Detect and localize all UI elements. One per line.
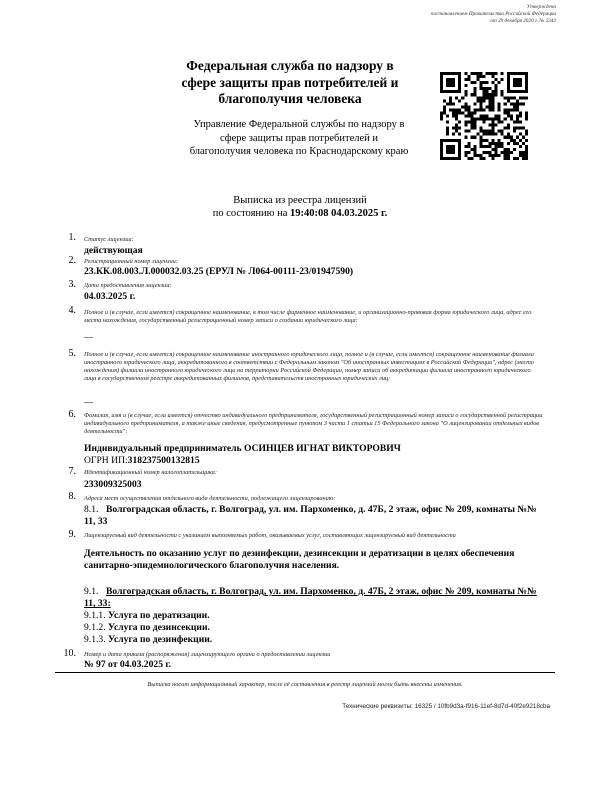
- qr-code: [440, 72, 528, 160]
- service-item: [84, 634, 212, 646]
- qr-code-image: [440, 72, 528, 160]
- foreign-entity-value: —: [84, 397, 93, 407]
- item-label: Фамилия, имя и (в случае, если имеется) отчество индивидуального предпринимателя, государственный регистрационный номер записи о государственной регистрации индивидуального предпринимателя, а также иные сведения, предусмотренные пунктом 3 части 1 статьи 15 Федерального закона "О лицензировании отдельных видов деятельности":: [84, 412, 543, 435]
- license-date: 04.03.2025 г.: [84, 291, 136, 302]
- item-number: 3.: [68, 279, 76, 290]
- regional-office-line: Управление Федеральной службы по надзору в: [193, 119, 405, 130]
- item-number: 7.: [68, 466, 76, 477]
- sub-address: Волгоградская область, г. Волгоград, ул. им. Пархоменко, д. 47Б, 2 этаж, офис № 209, комнаты №№ 11, 33:: [84, 586, 537, 609]
- service-item: [84, 610, 210, 622]
- organization-title: [150, 58, 430, 108]
- regional-office: [168, 118, 430, 159]
- extract-date-prefix: по состоянию на: [212, 208, 288, 219]
- item-label: Лицензируемый вид деятельности с указанием выполняемых работ, оказываемых услуг, составляющих лицензируемый вид деятельности: [84, 532, 456, 539]
- service-text: Услуга по дератизации.: [108, 610, 210, 621]
- order-value: № 97 от 04.03.2025 г.: [84, 659, 172, 670]
- extract-heading: [150, 194, 450, 220]
- approval-note: [386, 4, 556, 25]
- service-text: Услуга по дезинфекции.: [108, 634, 213, 645]
- item-number: 4.: [68, 305, 76, 316]
- tech-value: 16325 / 10fb9d3a-f916-11ef-8d7d-40f2e9218cba: [414, 703, 550, 710]
- item-label: Идентификационный номер налогоплательщика:: [84, 469, 217, 476]
- item-label: Номер и дата приказа (распоряжения) лицензирующего органа о предоставлении лицензии: [84, 651, 331, 658]
- extract-date-line: [150, 207, 450, 220]
- footer-note: Выписка носит информационный характер, после её составления в реестр лицензий могли быть внесены изменения.: [147, 681, 463, 688]
- regional-office-line: благополучия человека по Краснодарскому краю: [189, 146, 409, 157]
- service-number: 9.1.3.: [84, 634, 106, 645]
- ogrn-value: 318237500132815: [127, 455, 200, 466]
- extract-title: Выписка из реестра лицензий: [233, 195, 367, 206]
- item-number: 8.: [68, 491, 76, 502]
- item-number: 5.: [68, 348, 76, 359]
- approval-line: постановлением Правительства Российской Федерации: [430, 11, 556, 17]
- license-number: 23.КК.08.003.Л.000032.03.25 (ЕРУЛ № Л064-00111-23/01947590): [84, 266, 354, 277]
- sub-address-number: 9.1.: [84, 586, 99, 597]
- org-title-line: Федеральная служба по надзору в: [186, 58, 394, 73]
- item-label: Статус лицензии:: [84, 236, 134, 243]
- item-label: Регистрационный номер лицензии:: [84, 258, 178, 265]
- item-number: 1.: [68, 232, 76, 243]
- service-text: Услуга по дезинсекции.: [108, 622, 210, 633]
- entrepreneur-name: Индивидуальный предприниматель ОСИНЦЕВ ИГНАТ ВИКТОРОВИЧ: [84, 443, 401, 454]
- licensed-activity: Деятельность по оказанию услуг по дезинфекции, дезинсекции и дератизации в целях обеспечения санитарно-эпидемиологического благополучия населения.: [84, 548, 515, 571]
- regional-office-line: сфере защиты прав потребителей и: [219, 132, 378, 144]
- item-number: 10.: [63, 648, 76, 659]
- legal-entity-value: —: [84, 332, 93, 342]
- item-number: 9.: [68, 529, 76, 540]
- extract-datetime: 19:40:08 04.03.2025 г.: [290, 208, 388, 219]
- item-label: Полное и (в случае, если имеется) сокращенное наименование, в том числе фирменное наименование, и организационно-правовая форма юридического лица, адрес его места нахождения, государственный регистрационный номер записи о создании юридического лица:: [84, 309, 532, 324]
- technical-details: [150, 703, 550, 710]
- org-title-line: сфере защиты прав потребителей и: [181, 74, 399, 90]
- item-number: 2.: [68, 255, 76, 266]
- service-number: 9.1.2.: [84, 622, 106, 633]
- approval-line: от 29 декабря 2020 г. № 2343: [490, 18, 556, 24]
- service-number: 9.1.1.: [84, 610, 106, 621]
- org-title-line: благополучия человека: [218, 91, 362, 106]
- ogrn-label: ОГРН ИП:: [84, 455, 128, 466]
- inn-value: 233009325003: [84, 479, 142, 490]
- approval-line: Утверждена: [526, 4, 556, 10]
- address-number: 8.1.: [84, 504, 99, 515]
- license-status: действующая: [84, 245, 143, 256]
- item-label: Дата предоставления лицензии:: [84, 282, 172, 289]
- footer-divider: [55, 672, 555, 673]
- item-number: 6.: [68, 409, 76, 420]
- ogrn-line: [84, 455, 544, 467]
- tech-label: Технические реквизиты:: [342, 703, 413, 710]
- service-item: [84, 622, 210, 634]
- item-label: Полное и (в случае, если имеется) сокращенное наименование иностранного юридического лица, полное и (в случае, если имеется) сокращенное наименование филиала иностранного юридического лица, аккредитованного в соответствии с Федеральным законом "Об иностранных инвестициях в Российской Федерации", адрес (место нахождения) филиала иностранного юридического лица на территории Российской Федерации, номер записи об аккредитации филиала иностранного юридического лица в государственном реестре аккредитованных филиалов, представительств иностранных юридических лиц:: [84, 351, 534, 382]
- activity-address: Волгоградская область, г. Волгоград, ул. им. Пархоменко, д. 47Б, 2 этаж, офис № 209, комнаты №№ 11, 33: [84, 504, 537, 527]
- item-label: Адреса мест осуществления отдельного вида деятельности, подлежащего лицензированию:: [84, 495, 336, 502]
